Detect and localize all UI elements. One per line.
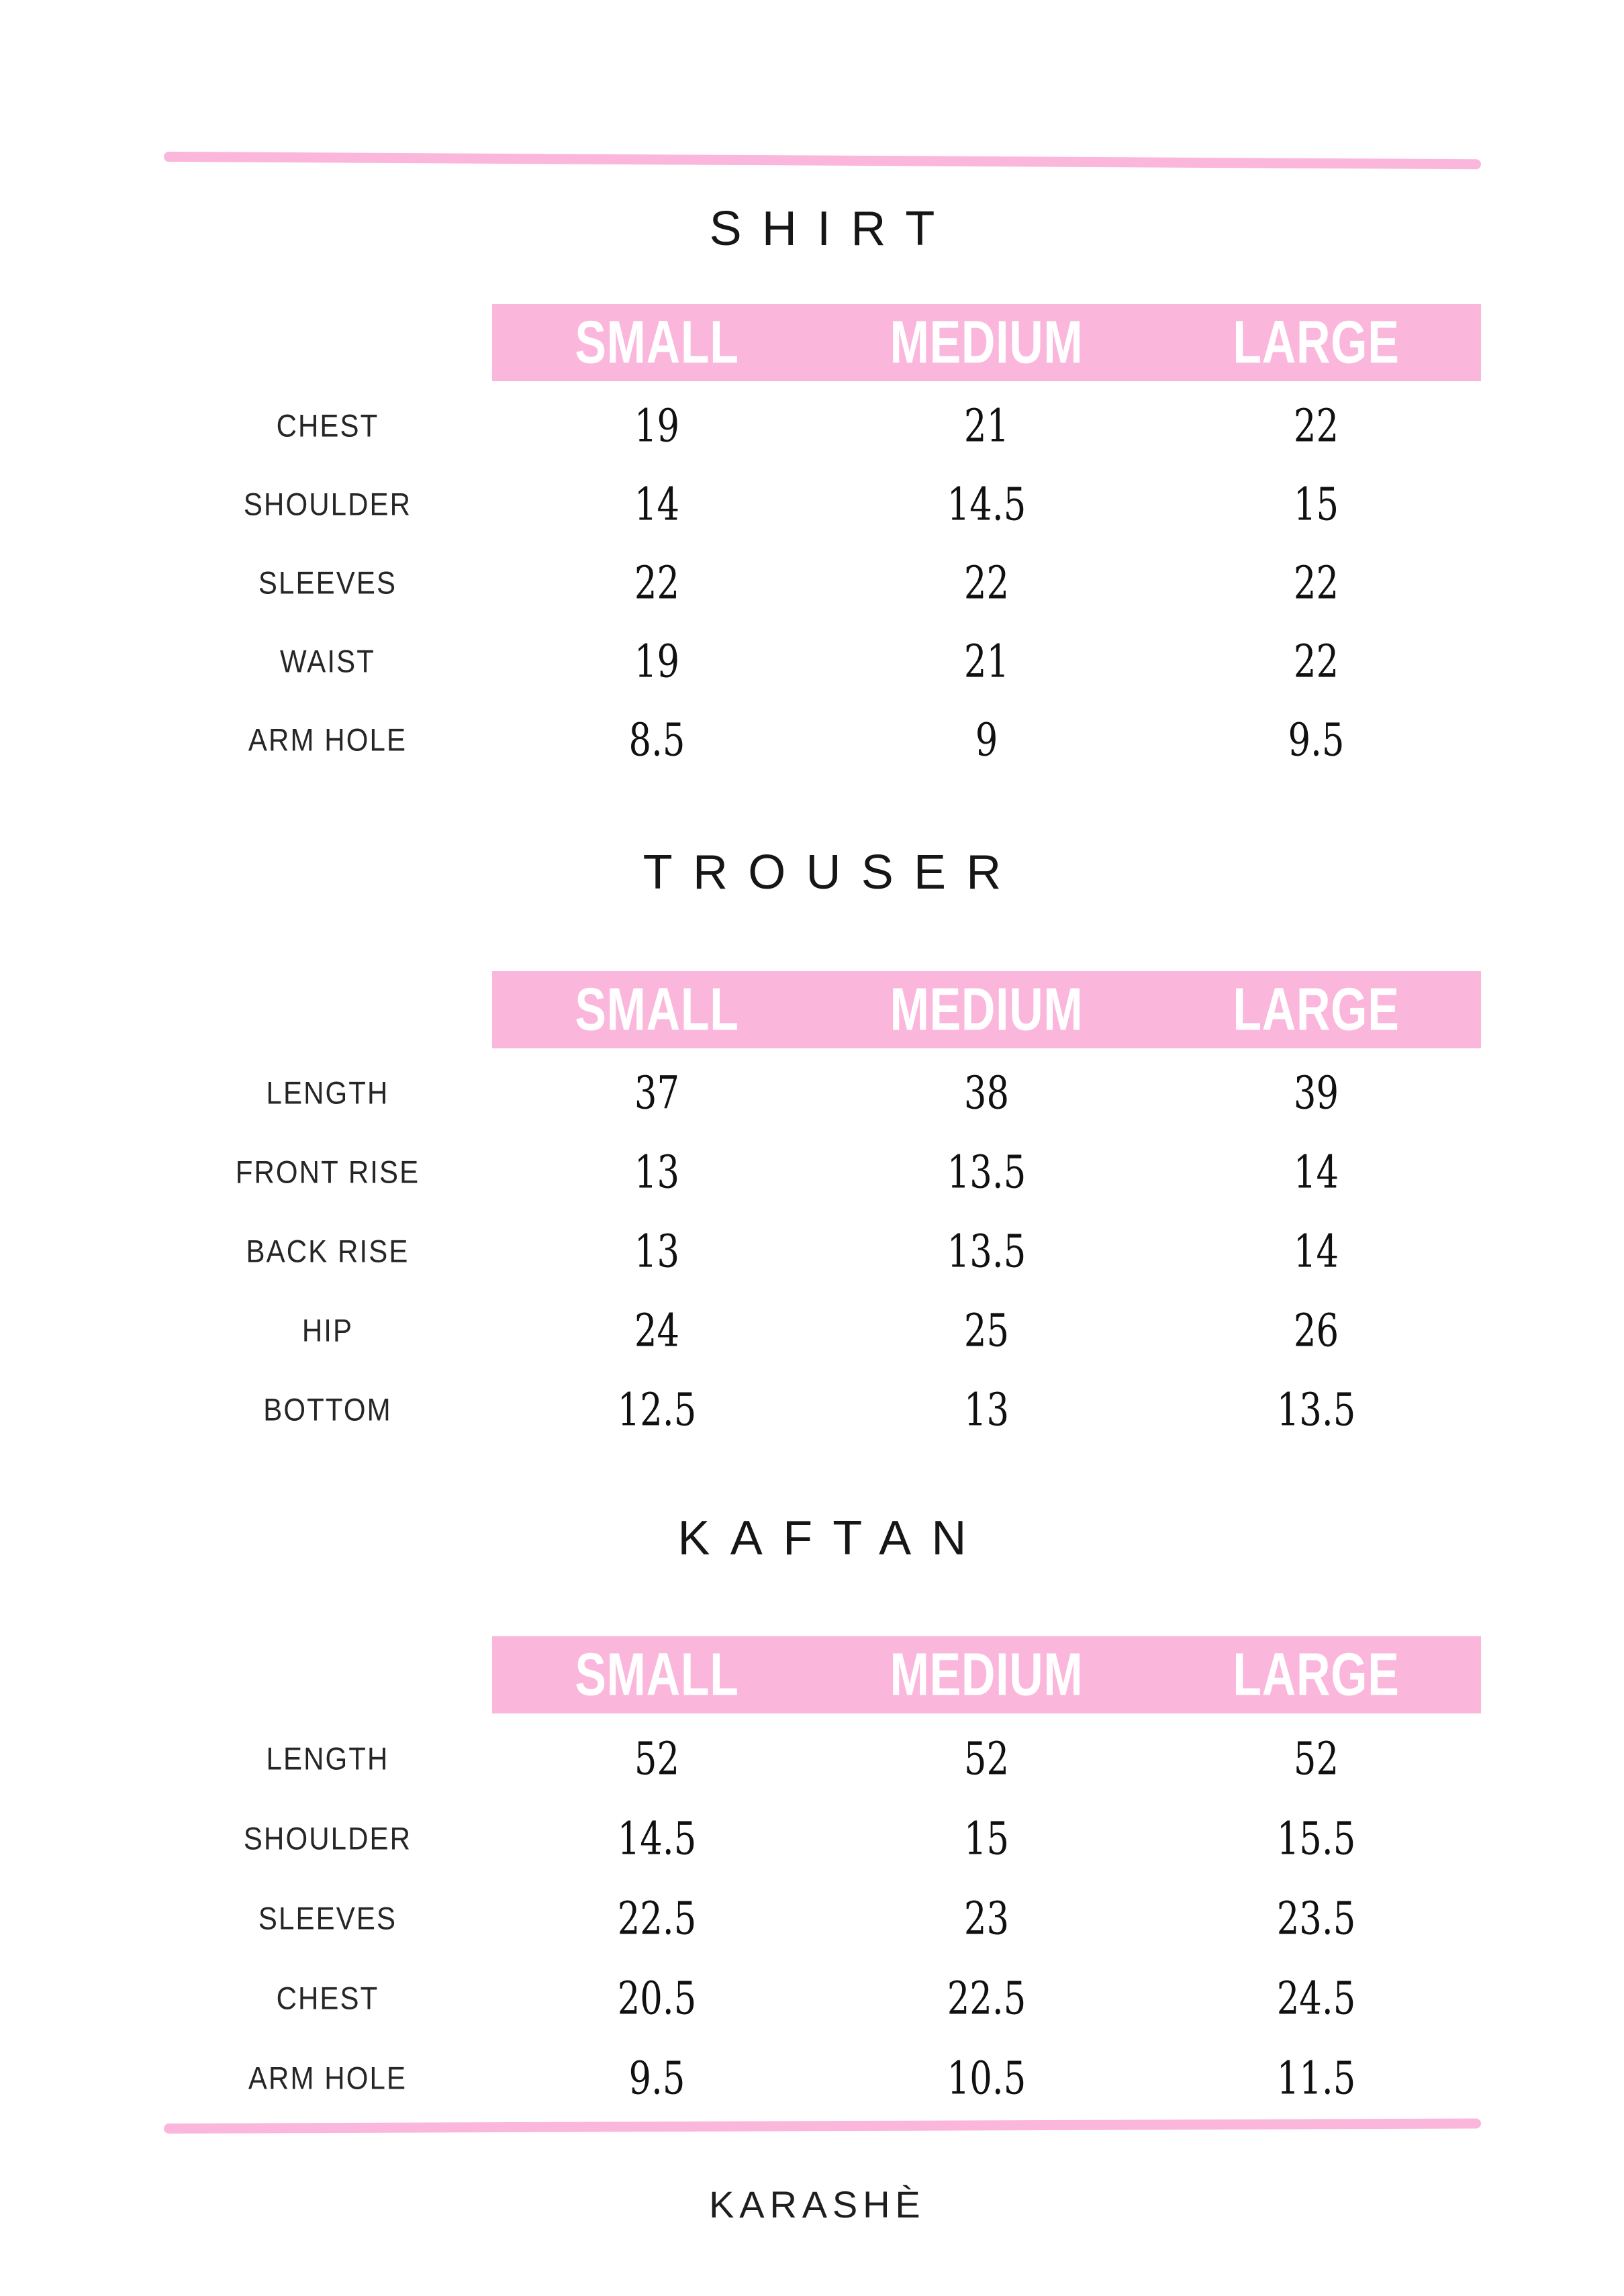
trouser-rows xyxy=(163,1054,1481,1450)
cell-value: 21 xyxy=(963,399,1010,452)
row-label: WAIST xyxy=(280,643,375,679)
row-label: BACK RISE xyxy=(246,1234,410,1269)
cell-value: 52 xyxy=(1293,1732,1339,1785)
cell-value: 21 xyxy=(963,635,1010,688)
shirt-section xyxy=(163,202,1481,779)
cell-value: 38 xyxy=(963,1066,1010,1120)
cell-value: 22.5 xyxy=(617,1892,697,1945)
cell-value: 39 xyxy=(1293,1066,1339,1120)
brand-logo: KARASHÈ xyxy=(709,2183,926,2226)
table-row xyxy=(163,1958,1481,2038)
table-row xyxy=(163,1719,1481,1799)
cell-value: 52 xyxy=(963,1732,1010,1785)
table-row xyxy=(163,1212,1481,1291)
table-row xyxy=(163,622,1481,701)
cell-value: 19 xyxy=(634,635,680,688)
trouser-size-header-bar xyxy=(492,971,1481,1048)
cell-value: 13 xyxy=(634,1225,680,1279)
cell-value: 14 xyxy=(1293,1225,1339,1279)
cell-value: 26 xyxy=(1293,1304,1339,1358)
row-label: HIP xyxy=(301,1313,354,1348)
cell-value: 13 xyxy=(963,1383,1010,1437)
cell-value: 14.5 xyxy=(617,1812,697,1865)
row-label: SHOULDER xyxy=(243,486,412,522)
cell-value: 9.5 xyxy=(1288,713,1345,766)
cell-value: 37 xyxy=(634,1066,680,1120)
cell-value: 15 xyxy=(963,1812,1010,1865)
cell-value: 10.5 xyxy=(947,2052,1026,2105)
top-divider-line xyxy=(164,152,1481,169)
cell-value: 9.5 xyxy=(628,2052,685,2105)
cell-value: 14 xyxy=(1293,1146,1339,1199)
cell-value: 22 xyxy=(963,556,1010,609)
trouser-size-header-large: LARGE xyxy=(1233,976,1400,1044)
cell-value: 8.5 xyxy=(628,713,685,766)
trouser-section xyxy=(163,846,1481,1450)
cell-value: 22 xyxy=(1293,556,1339,609)
shirt-size-header-bar xyxy=(492,304,1481,381)
row-label: BOTTOM xyxy=(263,1392,392,1428)
cell-value: 13.5 xyxy=(947,1146,1026,1199)
cell-value: 15 xyxy=(1293,478,1339,531)
cell-value: 24.5 xyxy=(1276,1972,1356,2025)
row-label: FRONT RISE xyxy=(235,1154,420,1190)
cell-value: 13.5 xyxy=(947,1225,1026,1279)
cell-value: 11.5 xyxy=(1276,2052,1356,2105)
cell-value: 14 xyxy=(634,478,680,531)
bottom-divider-line xyxy=(164,2118,1481,2134)
row-label: CHEST xyxy=(276,1980,379,2016)
table-row xyxy=(163,1799,1481,1879)
cell-value: 22 xyxy=(1293,399,1339,452)
row-label: ARM HOLE xyxy=(248,721,408,758)
cell-value: 23.5 xyxy=(1276,1892,1356,1945)
trouser-size-header-small: SMALL xyxy=(575,976,739,1044)
shirt-size-header-small: SMALL xyxy=(575,309,739,377)
table-row xyxy=(163,544,1481,622)
kaftan-rows xyxy=(163,1719,1481,2118)
kaftan-size-header-large: LARGE xyxy=(1233,1641,1400,1709)
kaftan-size-header-medium: MEDIUM xyxy=(890,1641,1084,1709)
table-row xyxy=(163,1133,1481,1212)
kaftan-section-title: KAFTAN xyxy=(677,1511,987,1565)
row-label: LENGTH xyxy=(266,1075,389,1111)
table-row xyxy=(163,465,1481,544)
kaftan-size-header-bar xyxy=(492,1636,1481,1713)
table-row xyxy=(163,1879,1481,1958)
row-label: LENGTH xyxy=(266,1740,389,1777)
cell-value: 19 xyxy=(634,399,680,452)
shirt-rows xyxy=(163,387,1481,779)
cell-value: 14.5 xyxy=(947,478,1026,531)
kaftan-section xyxy=(163,1511,1481,2118)
row-label: SLEEVES xyxy=(258,564,397,601)
row-label: SLEEVES xyxy=(258,1900,397,1936)
cell-value: 13 xyxy=(634,1146,680,1199)
cell-value: 12.5 xyxy=(617,1383,697,1437)
shirt-section-title: SHIRT xyxy=(709,202,955,256)
cell-value: 22.5 xyxy=(947,1972,1026,2025)
table-row xyxy=(163,1370,1481,1450)
shirt-size-header-medium: MEDIUM xyxy=(890,309,1084,377)
cell-value: 13.5 xyxy=(1276,1383,1356,1437)
cell-value: 25 xyxy=(963,1304,1010,1358)
cell-value: 52 xyxy=(634,1732,680,1785)
cell-value: 20.5 xyxy=(617,1972,697,2025)
table-row xyxy=(163,1054,1481,1133)
table-row xyxy=(163,701,1481,779)
cell-value: 24 xyxy=(634,1304,680,1358)
shirt-size-header-large: LARGE xyxy=(1233,309,1400,377)
trouser-section-title: TROUSER xyxy=(642,846,1022,899)
cell-value: 9 xyxy=(975,713,998,766)
cell-value: 23 xyxy=(963,1892,1010,1945)
kaftan-size-header-small: SMALL xyxy=(575,1641,739,1709)
cell-value: 15.5 xyxy=(1276,1812,1356,1865)
row-label: SHOULDER xyxy=(243,1820,412,1856)
cell-value: 22 xyxy=(1293,635,1339,688)
table-row xyxy=(163,2038,1481,2118)
row-label: CHEST xyxy=(276,407,379,444)
trouser-size-header-medium: MEDIUM xyxy=(890,976,1084,1044)
row-label: ARM HOLE xyxy=(248,2060,408,2096)
table-row xyxy=(163,387,1481,465)
cell-value: 22 xyxy=(634,556,680,609)
table-row xyxy=(163,1291,1481,1370)
